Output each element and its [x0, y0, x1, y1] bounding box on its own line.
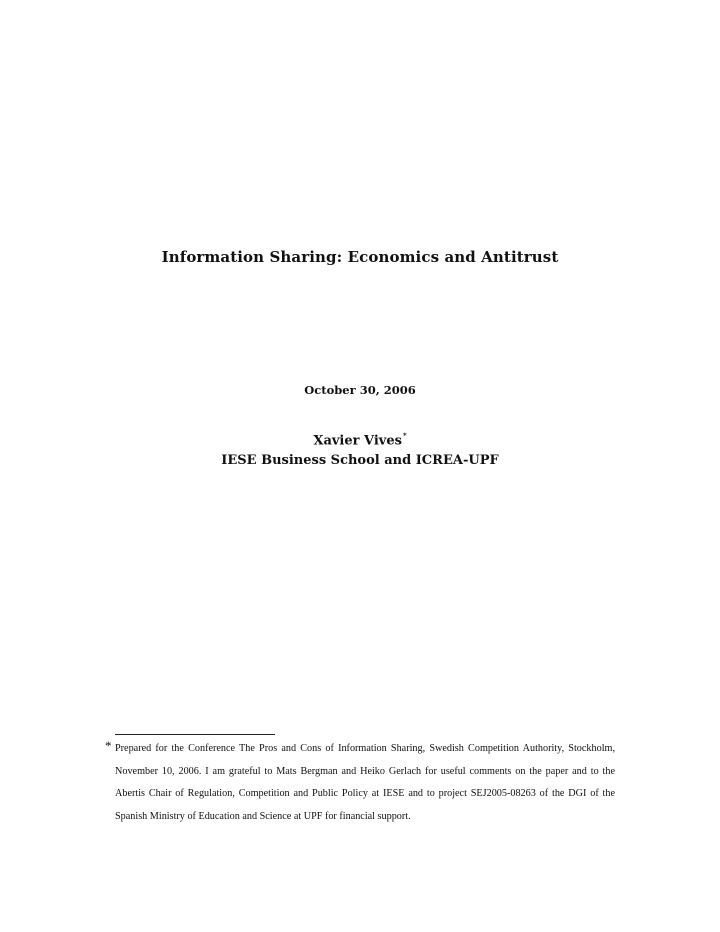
footnote-text: Prepared for the Conference The Pros and Cons of Information Sharing, Swedish Competition Authority, Stockholm, November 10, 2006. I am grateful to Mats Bergman and Heiko Gerlach for useful comments on the paper and to the Abertis Chair of Regulation, Competition and Public Policy at IESE and to project SEJ2005-08263 of the DGI of the Spanish Ministry of Education and Science at UPF for financial support.: [115, 743, 615, 822]
author-footnote-marker: *: [402, 431, 407, 440]
footnote-marker: *: [105, 738, 112, 753]
author-name: Xavier Vives: [313, 433, 402, 449]
author-affiliation: IESE Business School and ICREA-UPF: [221, 453, 499, 468]
footnote-separator: [115, 734, 275, 735]
paper-title: Information Sharing: Economics and Antitrust: [161, 248, 559, 266]
footnote: [105, 738, 615, 828]
author-line: [0, 432, 720, 448]
paper-date: October 30, 2006: [304, 383, 416, 397]
